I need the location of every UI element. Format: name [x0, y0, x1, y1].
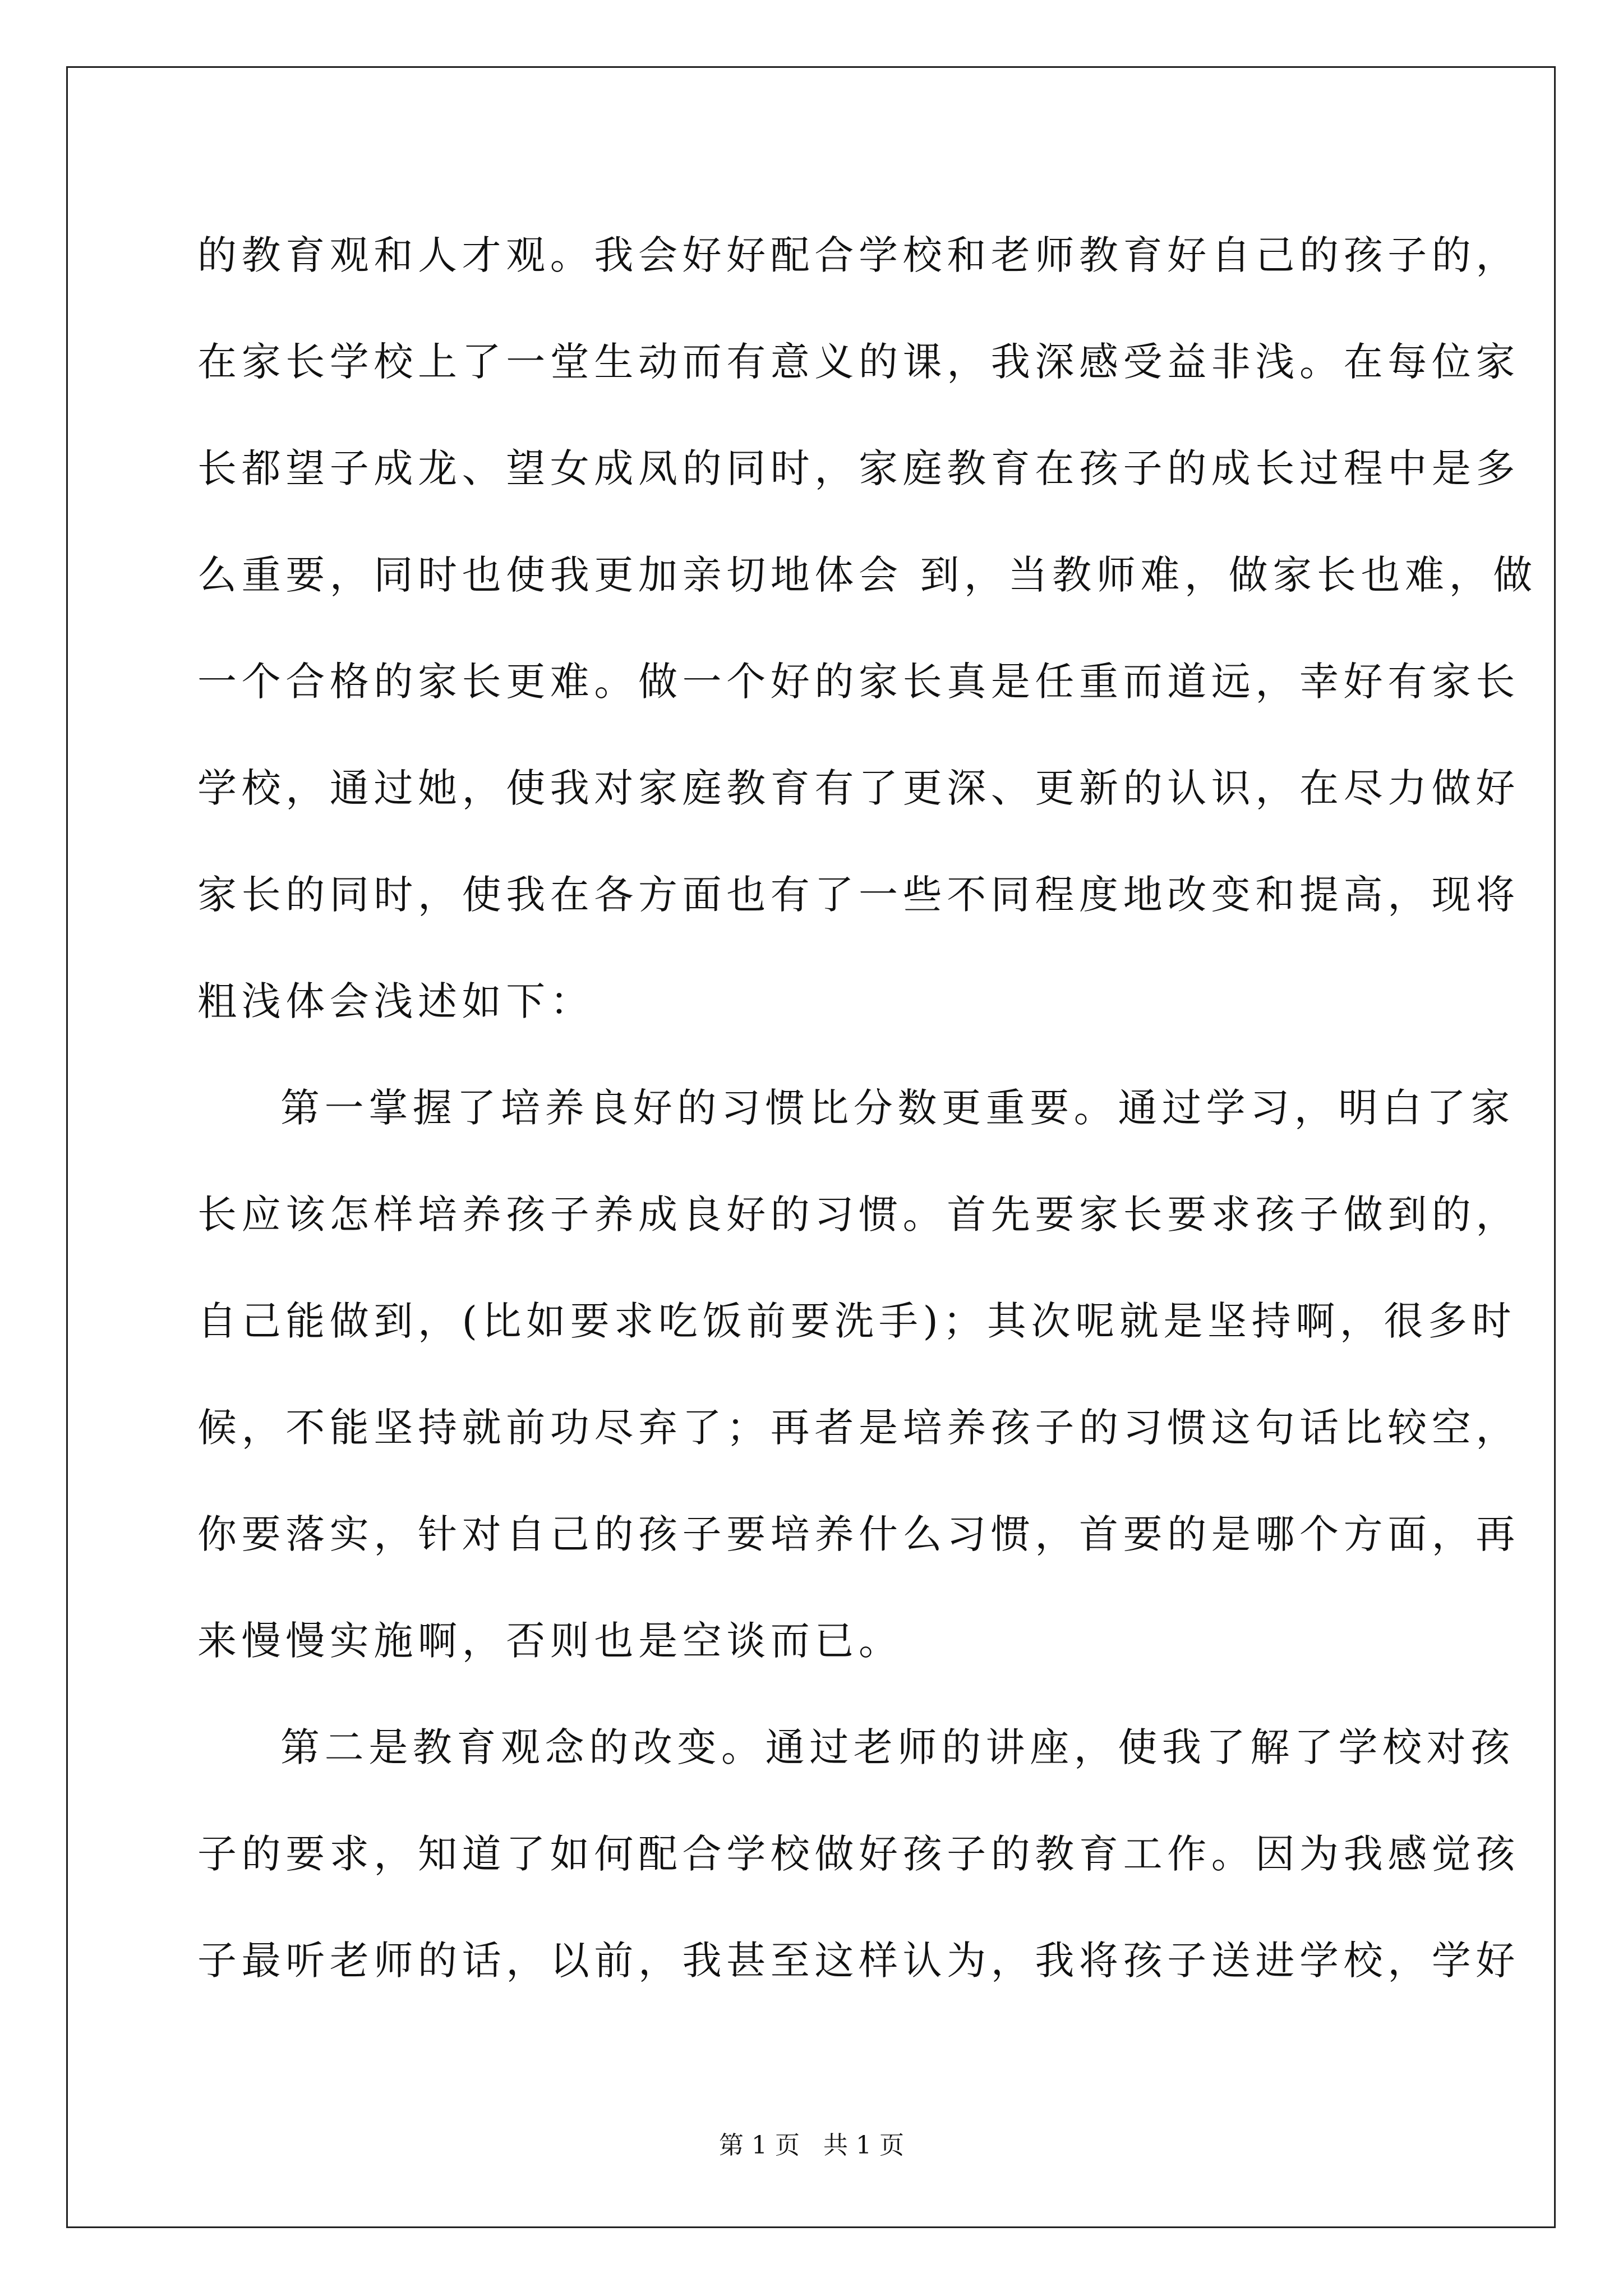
- text-line: 家长的同时，使我在各方面也有了一些不同程度地改变和提高，现将: [197, 872, 1520, 918]
- text-line: 长应该怎样培养孩子养成良好的习惯。首先要家长要求孩子做到的，: [197, 1191, 1520, 1237]
- text-line: 么重要，同时也使我更加亲切地体会 到，当教师难，做家长也难，做: [197, 552, 1537, 598]
- document-body: [197, 202, 1537, 2014]
- text-line: 你要落实，针对自己的孩子要培养什么习惯，首要的是哪个方面，再: [197, 1511, 1520, 1557]
- text-line: 在家长学校上了一堂生动而有意义的课，我深感受益非浅。在每位家: [197, 339, 1520, 385]
- page-number-footer: 第 1 页 共 1 页: [719, 2131, 904, 2160]
- text-line: 粗浅体会浅述如下：: [197, 978, 594, 1024]
- text-line: 学校，通过她，使我对家庭教育有了更深、更新的认识，在尽力做好: [197, 765, 1520, 811]
- paragraph-first-line: 第一掌握了培养良好的习惯比分数更重要。通过学习，明白了家: [280, 1085, 1515, 1131]
- text-line: 一个合格的家长更难。做一个好的家长真是任重而道远，幸好有家长: [197, 659, 1520, 705]
- text-line: 来慢慢实施啊，否则也是空谈而已。: [197, 1618, 903, 1664]
- text-line: 长都望子成龙、望女成凤的同时，家庭教育在孩子的成长过程中是多: [197, 445, 1520, 491]
- text-line: 自己能做到，(比如要求吃饭前要洗手)；其次呢就是坚持啊，很多时: [197, 1298, 1516, 1344]
- text-line: 子的要求，知道了如何配合学校做好孩子的教育工作。因为我感觉孩: [197, 1831, 1520, 1877]
- paragraph-first-line: 第二是教育观念的改变。通过老师的讲座，使我了解了学校对孩: [280, 1724, 1515, 1770]
- text-line: 的教育观和人才观。我会好好配合学校和老师教育好自己的孩子的，: [197, 232, 1520, 278]
- text-line: 候，不能坚持就前功尽弃了；再者是培养孩子的习惯这句话比较空，: [197, 1405, 1520, 1451]
- text-line: 子最听老师的话，以前，我甚至这样认为，我将孩子送进学校，学好: [197, 1938, 1520, 1984]
